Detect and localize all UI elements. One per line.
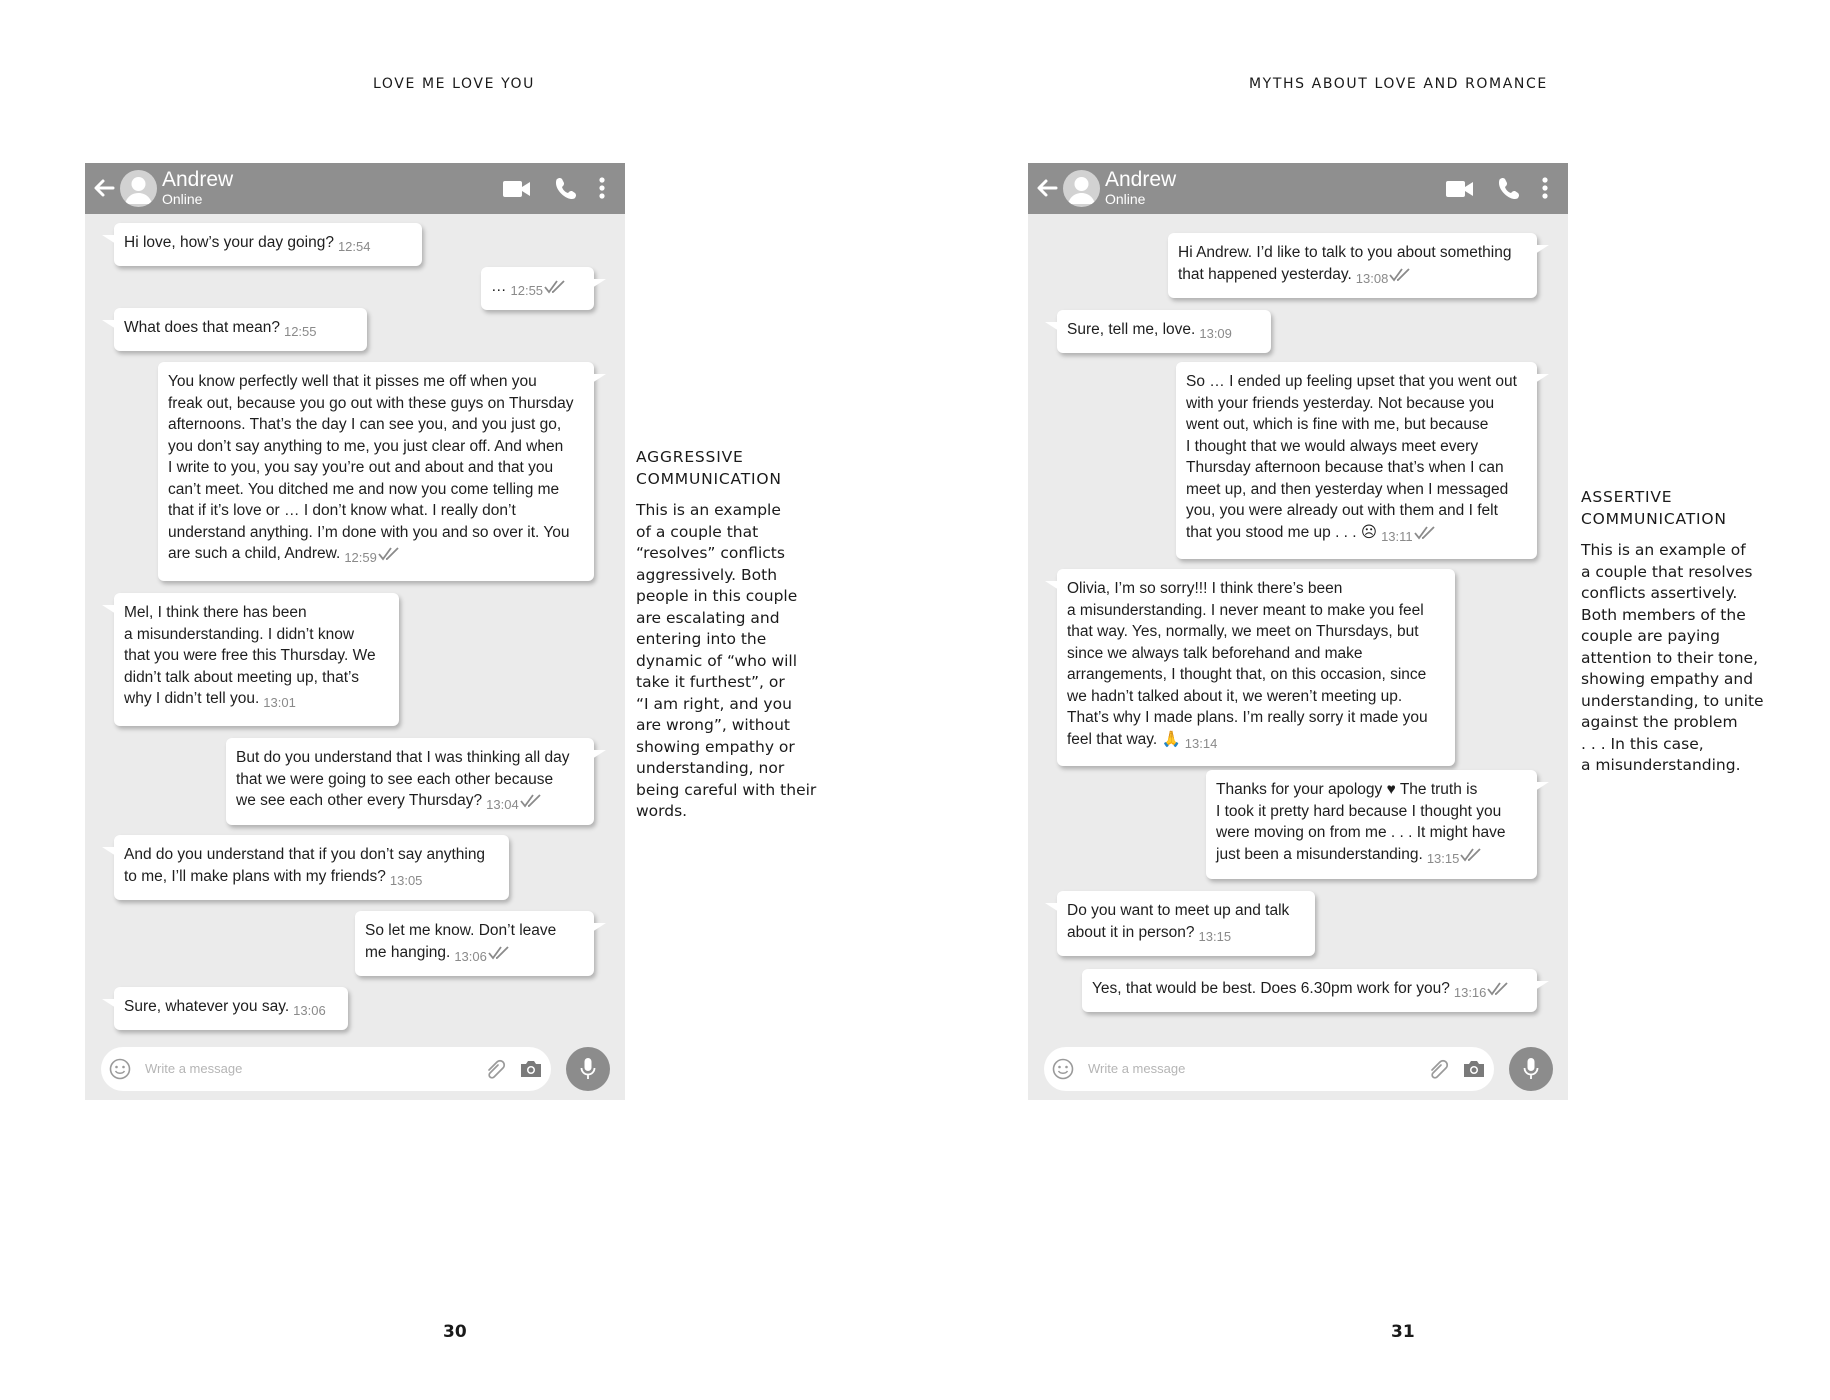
message-bubble-outgoing[interactable] [1206,770,1537,879]
message-time: 13:01 [263,695,296,710]
message-bubble-incoming[interactable] [114,835,509,900]
message-bubble-incoming[interactable] [1057,569,1455,766]
double-check-icon [1389,268,1411,282]
double-check-icon [488,946,510,960]
message-input[interactable] [101,1047,551,1091]
message-bubble-outgoing[interactable] [1082,969,1537,1012]
chat-screen [1028,163,1568,1100]
message-bubble-outgoing[interactable] [158,362,594,581]
double-check-icon [520,794,542,808]
message-text: Sure, tell me, love. [1067,321,1196,338]
avatar-icon[interactable] [120,170,157,207]
message-bubble-outgoing[interactable] [481,267,594,310]
message-bubble-incoming[interactable] [114,308,367,351]
message-time: 13:15 [1426,850,1460,866]
message-bubble-incoming[interactable] [1057,310,1271,353]
double-check-icon [1460,848,1482,862]
message-bubble-incoming[interactable] [114,593,399,726]
message-bubble-outgoing[interactable] [226,738,594,825]
message-time: 12:55 [510,283,544,298]
message-time: 13:04 [486,797,519,812]
message-bubble-incoming[interactable] [1057,891,1315,956]
message-text: Thanks for your apology ♥ The truth is I took it pretty hard because I thought you were moving on from me . . . It might have just been a misunderstanding. [1216,781,1506,863]
message-time: 13:06 [454,948,487,964]
message-text: What does that mean? [124,319,280,336]
double-check-icon [544,280,566,294]
side-note-aggressive [636,447,816,823]
message-text: Yes, that would be best. Does 6.30pm work for you? [1092,980,1450,997]
message-text: Hi Andrew. I’d like to talk to you about something that happened yesterday. [1178,244,1512,283]
contact-name: Andrew [162,168,234,191]
contact-status: Online [1105,191,1146,207]
message-text: And do you understand that if you don’t say anything to me, I’ll make plans with my friends? [124,846,486,885]
message-text: Hi love, how’s your day going? [124,234,334,251]
right-page [915,0,1830,1400]
running-head: MYTHS ABOUT LOVE AND ROMANCE [1249,76,1548,92]
contact-status: Online [162,191,203,207]
message-text: So let me know. Don’t leave me hanging. [365,922,557,961]
chat-header [85,163,625,214]
video-call-icon[interactable] [1446,180,1474,198]
running-head: LOVE ME LOVE YOU [373,76,535,92]
message-input[interactable] [1044,1047,1494,1091]
message-text: Do you want to meet up and talk about it in person? [1067,902,1290,941]
chat-screen [85,163,625,1100]
microphone-icon [579,1057,597,1081]
more-options-icon[interactable] [599,177,605,199]
message-text: So … I ended up feeling upset that you went out with your friends yesterday. Not because you went out, which is fine with me, but because I thought that we would always meet every Thursday afternoon because that’s when I can meet up, and then yesterday when I messaged you, you were already out with them and I felt that you stood me up . . . ☹ [1186,373,1517,541]
contact-name: Andrew [1105,168,1177,191]
video-call-icon[interactable] [503,180,531,198]
message-time: 13:05 [389,872,423,888]
back-arrow-icon[interactable] [91,175,117,201]
message-text: Sure, whatever you say. [124,998,290,1015]
message-time: 13:14 [1184,735,1218,751]
attach-icon[interactable] [1428,1058,1450,1080]
phone-call-icon[interactable] [1498,177,1520,199]
note-title: AGGRESSIVE COMMUNICATION [636,448,782,488]
double-check-icon [378,547,400,561]
message-time: 13:09 [1199,326,1232,341]
note-body: This is an example of a couple that resolves conflicts assertively. Both members of the couple are paying attention to their tone, showing empathy and understanding, to unite against the problem . . . In this case, a misunderstanding. [1581,541,1764,774]
message-time: 13:08 [1355,270,1389,286]
input-placeholder: Write a message [145,1061,243,1076]
message-time: 13:15 [1198,928,1232,944]
message-text: But do you understand that I was thinking all day that we were going to see each other because we see each other every Thursday? [236,749,570,809]
message-time: 12:59 [344,550,377,565]
microphone-icon [1522,1057,1540,1081]
microphone-button[interactable] [566,1047,610,1091]
note-body: This is an example of a couple that “resolves” conflicts aggressively. Both people in this couple are escalating and entering into the dynamic of “who will take it furthest”, or “I am right, and you are wrong”, without showing empathy or understanding, nor being careful with their words. [636,501,817,820]
back-arrow-icon[interactable] [1034,175,1060,201]
message-text: Mel, I think there has been a misunderstanding. I didn’t know that you were free this Thursday. We didn’t talk about meeting up, that’s why I didn’t tell you. [124,604,376,707]
attach-icon[interactable] [485,1058,507,1080]
message-time: 13:16 [1453,985,1487,1000]
message-bubble-incoming[interactable] [114,987,348,1030]
microphone-button[interactable] [1509,1047,1553,1091]
page-number: 31 [1391,1322,1415,1342]
message-bubble-outgoing[interactable] [1176,362,1537,559]
more-options-icon[interactable] [1542,177,1548,199]
double-check-icon [1487,982,1509,996]
message-bubble-outgoing[interactable] [355,911,594,976]
message-time: 12:55 [283,324,317,339]
note-title: ASSERTIVE COMMUNICATION [1581,488,1727,528]
emoji-icon[interactable] [109,1058,131,1080]
message-bubble-incoming[interactable] [114,223,422,266]
message-text: You know perfectly well that it pisses me off when you freak out, because you go out with these guys on Thursday afternoons. That’s the day I can see you, and you just go, you don’t say anything to me, you just clear off. And when I write to you, you say you’re out and about and that you can’t meet. You ditched me and now you come telling me that if it’s love or … I don’t know what. I really don’t understand anything. I’m done with you and so over it. You are such a child, Andrew. [168,373,574,562]
camera-icon[interactable] [1462,1058,1486,1080]
message-time: 13:11 [1381,528,1413,544]
page-number: 30 [443,1322,467,1342]
double-check-icon [1414,526,1436,540]
side-note-assertive [1581,487,1764,777]
emoji-icon[interactable] [1052,1058,1074,1080]
message-text: Olivia, I’m so sorry!!! I think there’s been a misunderstanding. I never meant to make you feel that way. Yes, normally, we meet on Thursdays, but since we always talk beforehand and make arrangements, I thought that, on this occasion, since we hadn’t talked about it, we weren’t meeting up. That’s why I made plans. I’m really sorry it made you feel that way. 🙏 [1067,580,1428,748]
message-text: … [491,278,507,295]
message-bubble-outgoing[interactable] [1168,233,1537,298]
message-time: 12:54 [337,239,371,254]
chat-header [1028,163,1568,214]
message-time: 13:06 [293,1003,326,1018]
input-placeholder: Write a message [1088,1061,1186,1076]
camera-icon[interactable] [519,1058,543,1080]
avatar-icon[interactable] [1063,170,1100,207]
phone-call-icon[interactable] [555,177,577,199]
